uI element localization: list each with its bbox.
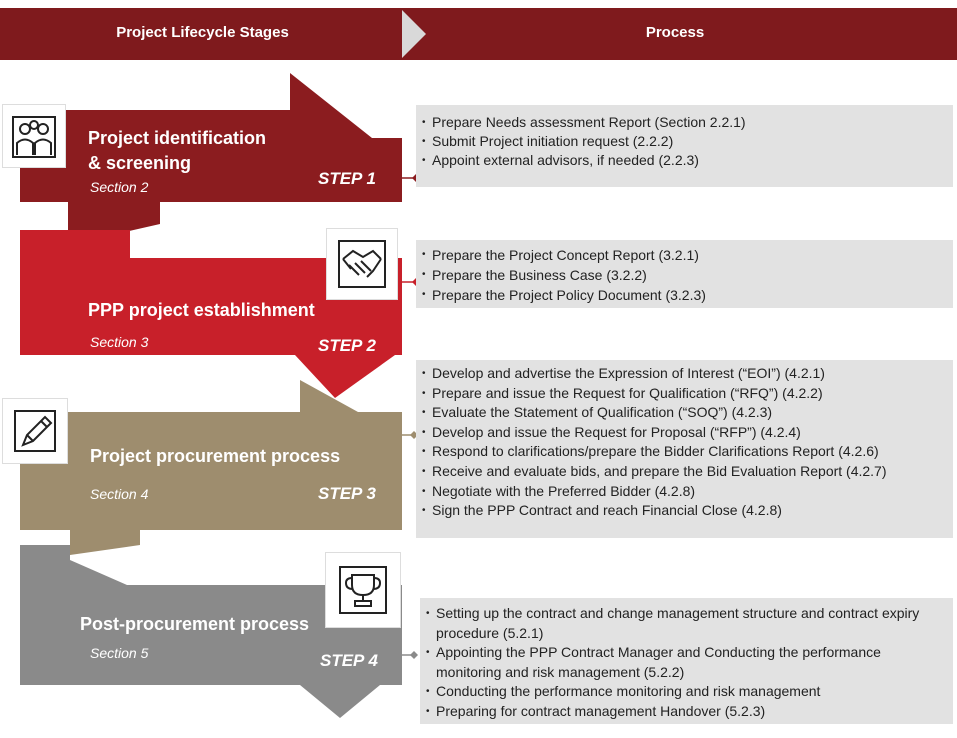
process-list-4 [420, 598, 953, 721]
process-item: • Preparing for contract management Handover (5.2.3) [426, 702, 945, 722]
stage-1-section: Section 2 [90, 179, 149, 195]
handshake-icon [327, 229, 397, 299]
process-item: • Receive and evaluate bids, and prepare the Bid Evaluation Report (4.2.7) [422, 462, 953, 482]
process-item: • Evaluate the Statement of Qualification (“SOQ”) (4.2.3) [422, 403, 953, 423]
process-box-2 [416, 240, 953, 308]
stage-3-section: Section 4 [90, 486, 149, 502]
stage-1-title-line-2: & screening [88, 153, 192, 173]
stage-3-icon-box [2, 398, 68, 464]
process-item: • Develop and advertise the Expression of Interest (“EOI”) (4.2.1) [422, 364, 953, 384]
stage-3-step: STEP 3 [318, 484, 376, 503]
process-item: • Negotiate with the Preferred Bidder (4.2.8) [422, 482, 953, 502]
process-item: • Respond to clarifications/prepare the Bidder Clarifications Report (4.2.6) [422, 442, 953, 462]
process-list-2 [416, 240, 953, 305]
stage-2-step: STEP 2 [318, 336, 376, 355]
process-list-3 [416, 360, 953, 521]
header-right-title: Process [645, 24, 705, 41]
stage-1-title [88, 126, 308, 176]
process-item: • Prepare the Project Concept Report (3.2.1) [422, 245, 953, 265]
process-item: • Appoint external advisors, if needed (2.2.3) [422, 151, 953, 170]
process-box-3 [416, 360, 953, 538]
process-box-1 [416, 105, 953, 187]
stage-4-step: STEP 4 [320, 651, 378, 670]
process-item: • Conducting the performance monitoring and risk management [426, 682, 945, 702]
stage-4-section: Section 5 [90, 645, 149, 661]
stage-2-section: Section 3 [90, 334, 149, 350]
stage-4-title-line-1: Post-procurement process [80, 614, 310, 634]
process-box-4 [420, 598, 953, 724]
stage-1-step: STEP 1 [318, 169, 376, 188]
process-list-1 [416, 105, 953, 170]
process-item: • Prepare and issue the Request for Qualification (“RFQ”) (4.2.2) [422, 384, 953, 404]
process-item: • Appointing the PPP Contract Manager and Conducting the performance monitoring and risk management (5.2.2) [426, 643, 945, 682]
header-left-title: Project Lifecycle Stages [116, 24, 289, 41]
stage-2-title-line-1: PPP project establishment [88, 300, 315, 320]
stage-3-title [90, 444, 390, 469]
process-item: • Setting up the contract and change management structure and contract expiry procedure (5.2.1) [426, 604, 945, 643]
connector-4-diamond [410, 651, 418, 659]
process-item: • Develop and issue the Request for Proposal (“RFP”) (4.2.4) [422, 423, 953, 443]
stage-3-title-line-1: Project procurement process [90, 446, 341, 466]
pencil-icon [3, 399, 67, 463]
process-item: • Sign the PPP Contract and reach Financial Close (4.2.8) [422, 501, 953, 521]
stage-2-title [88, 298, 348, 323]
process-item: • Prepare the Project Policy Document (3.2.3) [422, 285, 953, 305]
process-item: • Prepare the Business Case (3.2.2) [422, 265, 953, 285]
stage-2-icon-box [326, 228, 398, 300]
people-icon [3, 105, 65, 167]
process-item: • Submit Project initiation request (2.2.2) [422, 132, 953, 151]
stage-4-title [80, 612, 360, 637]
process-item: • Prepare Needs assessment Report (Section 2.2.1) [422, 113, 953, 132]
stage-1-title-line-1: Project identification [88, 128, 267, 148]
stage-1-icon-box [2, 104, 66, 168]
